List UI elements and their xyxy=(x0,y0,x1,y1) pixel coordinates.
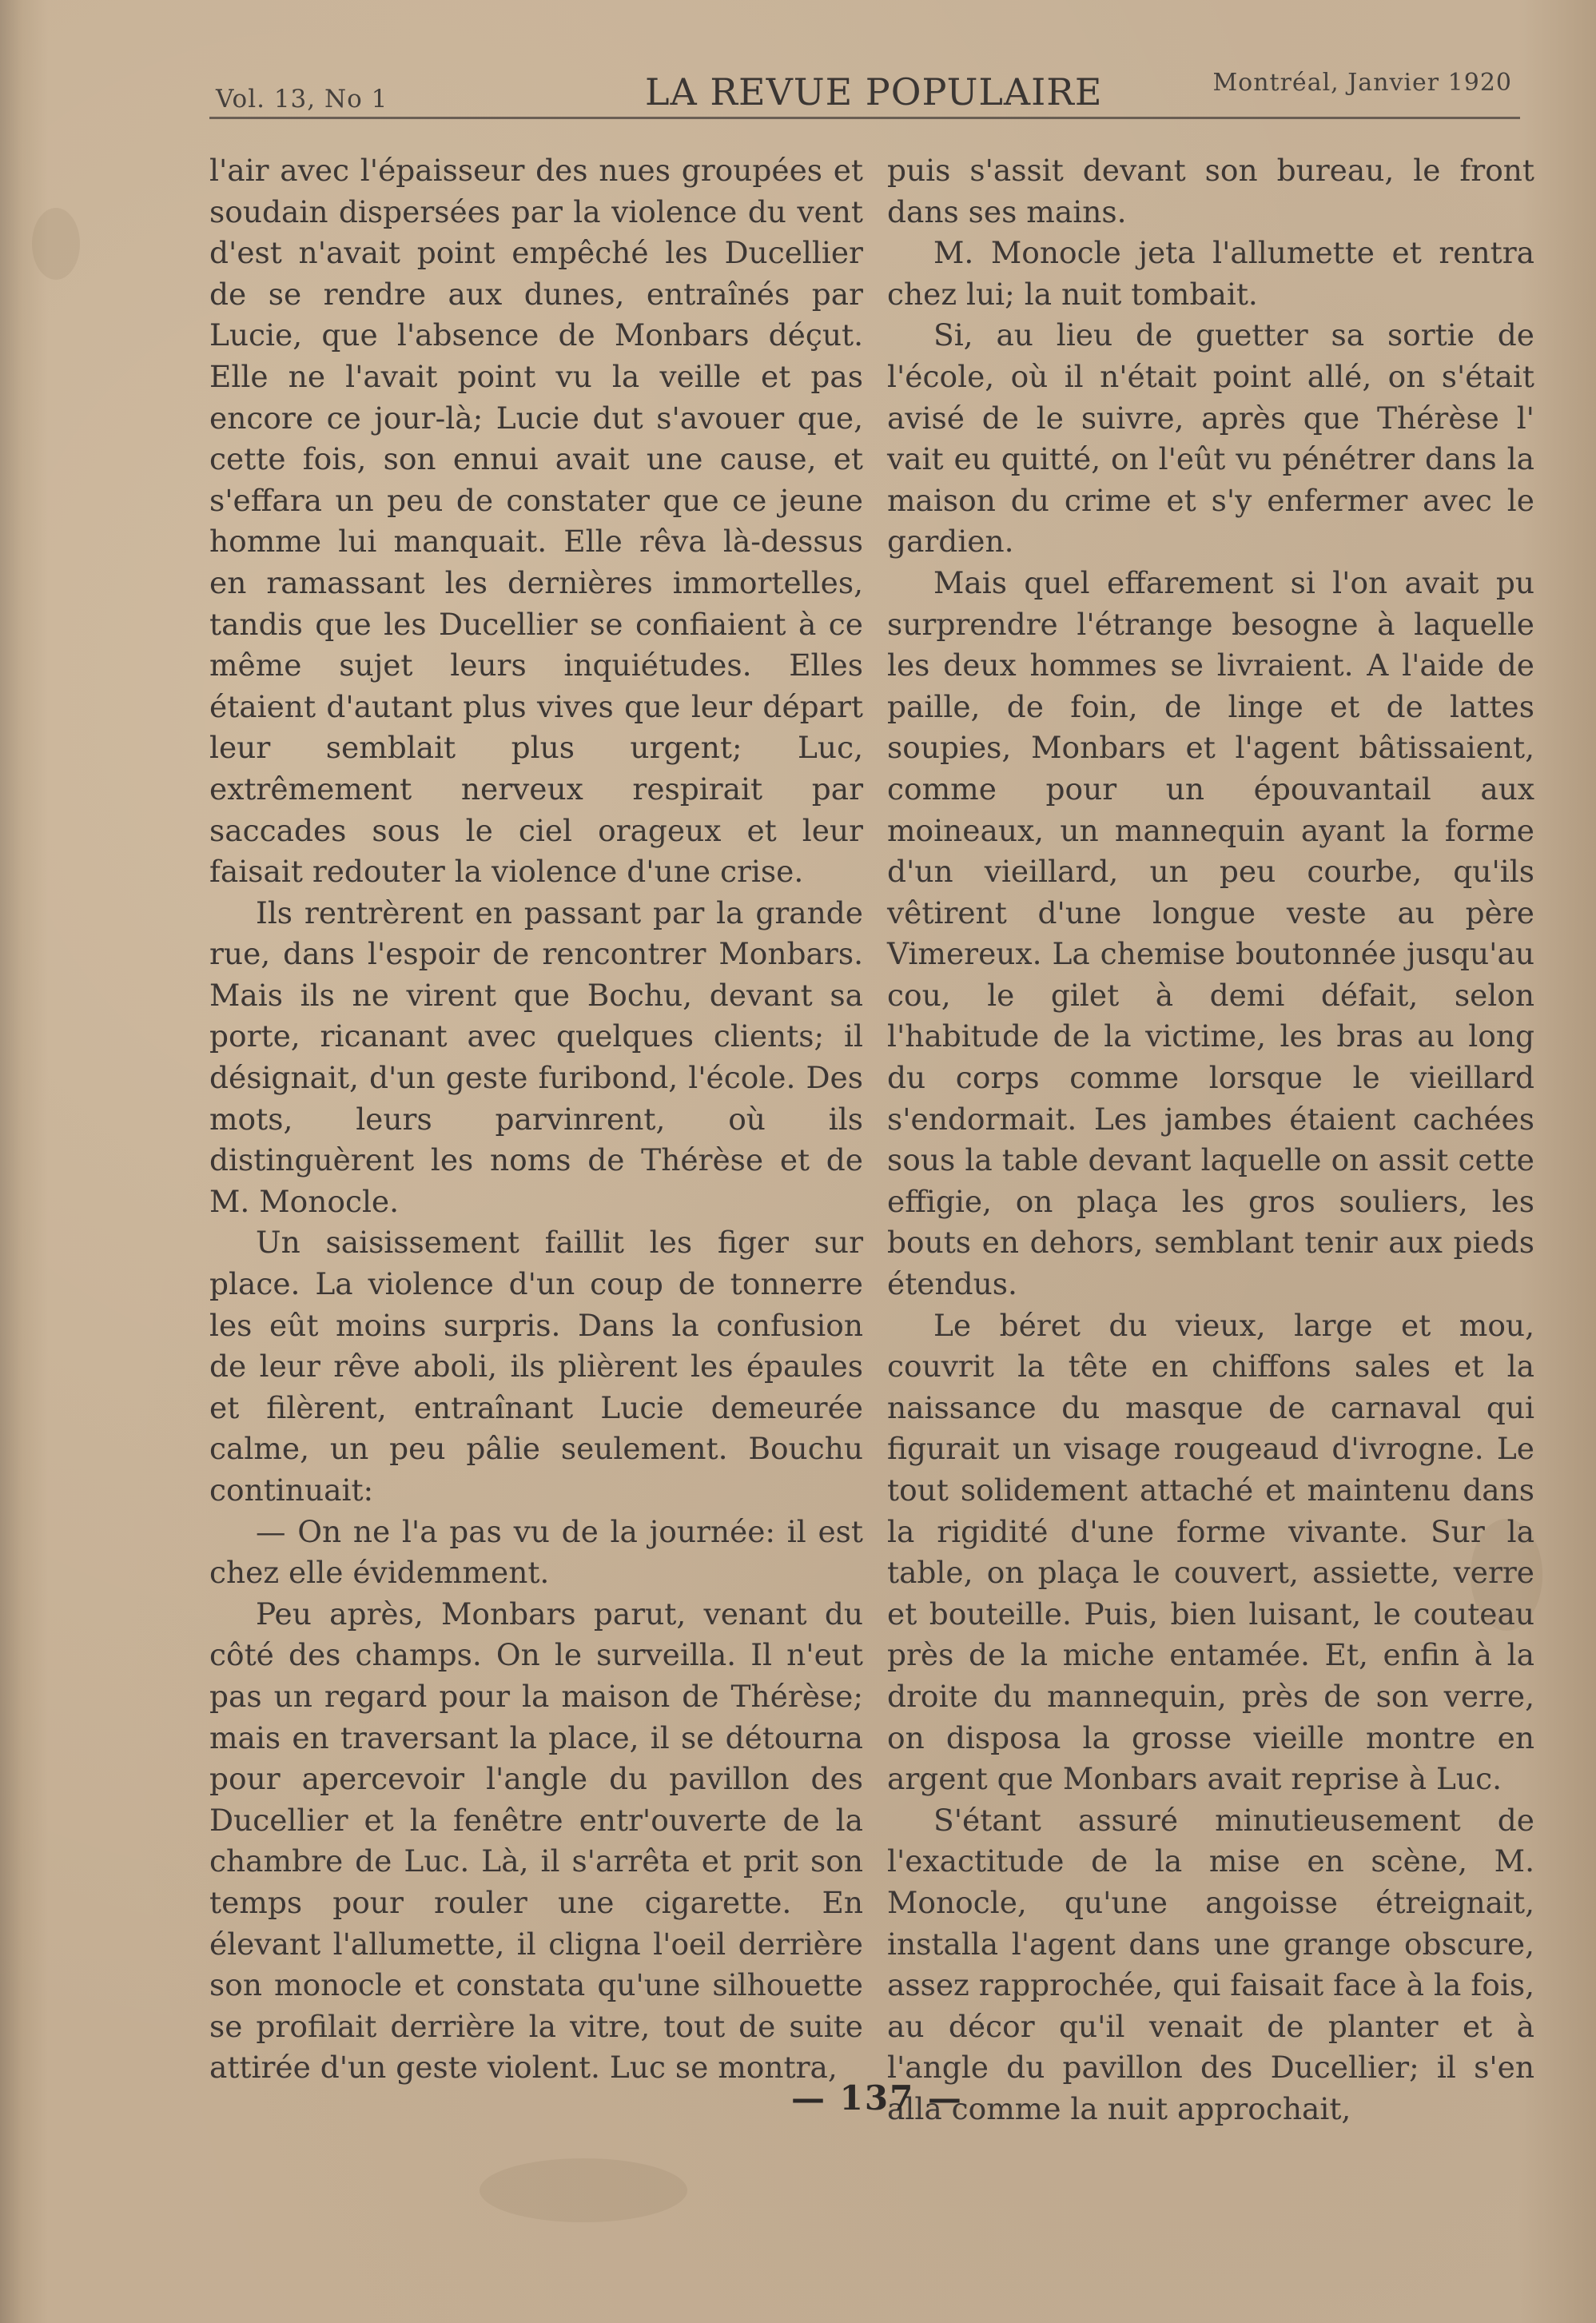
paper-stain xyxy=(32,208,80,280)
paragraph: puis s'assit devant son bureau, le front dans ses mains. xyxy=(887,153,1534,229)
header-rule xyxy=(209,117,1520,119)
issue-date: Montréal, Janvier 1920 xyxy=(1212,69,1512,97)
paragraph: M. Monocle jeta l'allumette et rentra chez lui; la nuit tombait. xyxy=(887,235,1534,312)
volume-number: Vol. 13, No 1 xyxy=(216,85,388,114)
publication-title: LA REVUE POPULAIRE xyxy=(645,70,1103,114)
paragraph: Si, au lieu de guetter sa sortie de l'école, où il n'était point allé, on s'était avisé de le suivre, après que Thérèse l' vait eu quitté, on l'eût vu pénétrer dans la maison du crime et s'y enfermer avec le gardien. xyxy=(887,317,1534,560)
paragraph: Ils rentrèrent en passant par la grande rue, dans l'espoir de rencontrer Monbars. Mais ils ne virent que Bochu, devant sa porte, ricanant avec quelques clients; il désignait, d'un geste furibond, l'école. Des mots, leurs parvinrent, où ils distinguèrent les noms de Thérèse et de M. Monocle. xyxy=(209,895,863,1219)
paper-stain xyxy=(480,2158,687,2222)
paragraph: Mais quel effarement si l'on avait pu surprendre l'étrange besogne à laquelle les deux hommes se livraient. A l'aide de paille, de foin, de linge et de lattes soupies, Monbars et l'agent bâtissaient, comme pour un épouvantail aux moineaux, un mannequin ayant la forme d'un vieillard, un peu courbe, qu'ils vêtirent d'une longue veste au père Vimereux. La chemise boutonnée jusqu'au cou, le gilet à demi défait, selon l'habitude de la victime, les bras au long du corps comme lorsque le vieillard s'endormait. Les jambes étaient cachées sous la table devant laquelle on assit cette effigie, on plaça les gros souliers, les bouts en dehors, semblant tenir aux pieds étendus. xyxy=(887,564,1534,1302)
paragraph: S'étant assuré minutieusement de l'exactitude de la mise en scène, M. Monocle, qu'une angoisse étreignait, installa l'agent dans une grange obscure, assez rapprochée, qui faisait face à la fois, au décor qu'il venait de planter et à l'angle du pavillon des Ducellier; il s'en alla comme la nuit approchait, xyxy=(887,1802,1534,2126)
paragraph: l'air avec l'épaisseur des nues groupées et soudain dispersées par la violence du vent d'est n'avait point empêché les Ducellier de se rendre aux dunes, entraînés par Lucie, que l'absence de Monbars déçut. Elle ne l'avait point vu la veille et pas encore ce jour-là; Lucie dut s'avouer que, cette fois, son ennui avait une cause, et s'effara un peu de constater que ce jeune homme lui manquait. Elle rêva là-dessus en ramassant les dernières immortelles, tandis que les Ducellier se confiaient à ce même sujet leurs inquiétudes. Elles étaient d'autant plus vives que leur départ leur semblait plus urgent; Luc, extrêmement nerveux respirait par saccades sous le ciel orageux et leur faisait redouter la violence d'une crise. xyxy=(209,153,863,890)
right-text-column xyxy=(887,150,1534,2130)
paragraph: Peu après, Monbars parut, venant du côté des champs. On le surveilla. Il n'eut pas un regard pour la maison de Thérèse; mais en traversant la place, il se détourna pour apercevoir l'angle du pavillon des Ducellier et la fenêtre entr'ouverte de la chambre de Luc. Là, il s'arrêta et prit son temps pour rouler une cigarette. En élevant l'allumette, il cligna l'oeil derrière son monocle et constata qu'une silhouette se profilait derrière la vitre, tout de suite attirée d'un geste violent. Luc se montra, xyxy=(209,1596,863,2086)
paragraph: — On ne l'a pas vu de la journée: il est chez elle évidemment. xyxy=(209,1513,863,1591)
left-text-column xyxy=(209,150,863,2089)
paragraph: Le béret du vieux, large et mou, couvrit la tête en chiffons sales et la naissance du masque de carnaval qui figurait un visage rougeaud d'ivrogne. Le tout solidement attaché et maintenu dans la rigidité d'une forme vivante. Sur la table, on plaça le couvert, assiette, verre et bouteille. Puis, bien luisant, le couteau près de la miche entamée. Et, enfin à la droite du mannequin, près de son verre, on disposa la grosse vieille montre en argent que Monbars avait reprise à Luc. xyxy=(887,1307,1534,1797)
page-header xyxy=(209,66,1520,122)
paragraph: Un saisissement faillit les figer sur place. La violence d'un coup de tonnerre les eût moins surpris. Dans la confusion de leur rêve aboli, ils plièrent les épaules et filèrent, entraînant Lucie demeurée calme, un peu pâlie seulement. Bouchu continuait: xyxy=(209,1225,863,1508)
page-number: — 137 — xyxy=(791,2078,963,2118)
